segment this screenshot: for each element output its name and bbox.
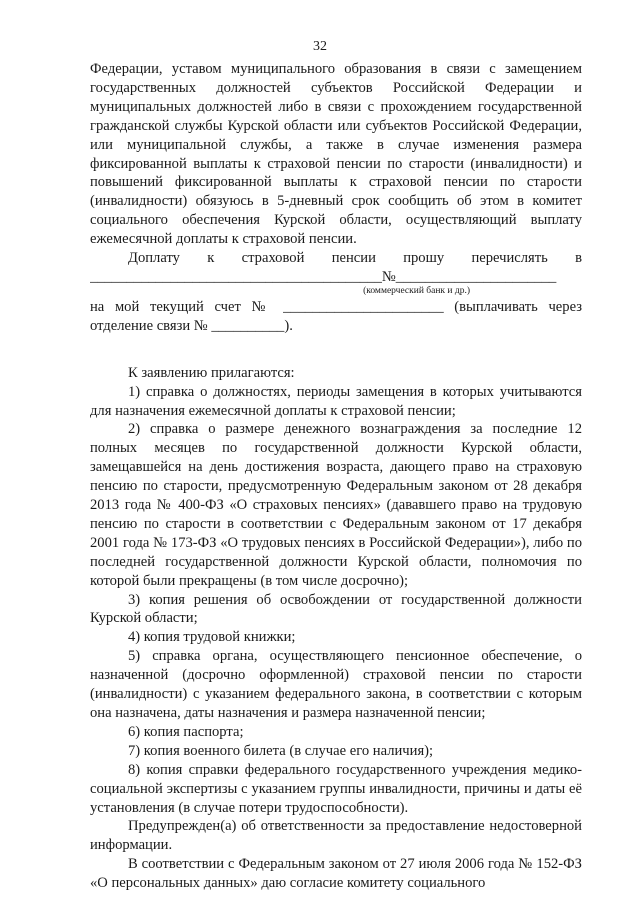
attachment-item-4: 4) копия трудовой книжки; — [128, 629, 296, 646]
account-line: на мой текущий счет № ______________________ (выплачивать через отделение связи № __________). — [90, 298, 582, 334]
bank-fill-line: ________________________________________№______________________ — [90, 268, 557, 285]
attachments-heading: К заявлению прилагаются: — [128, 364, 295, 381]
personal-data-consent: В соответствии с Федеральным законом от 27 июля 2006 года № 152-ФЗ «О персональных данных» даю согласие комитету социального — [90, 856, 582, 892]
attachment-item-1: 1) справка о должностях, периоды замещения в которых учитываются для назначения ежемесячной доплаты к страховой пенсии; — [90, 383, 582, 419]
document-body — [90, 60, 582, 893]
bank-caption: (коммерческий банк и др.) — [363, 285, 470, 296]
paragraph-intro: Федерации, уставом муниципального образования в связи с замещением государственных должностей субъектов Российской Федерации и муниципальных должностей либо в связи с прохождением государственной гражданской службы Курской области или субъектов Российской Федерации, или муниципальной службы, а также в случае изменения размера фиксированной выплаты к страховой пенсии по старости (инвалидности) и повышений фиксированной выплаты к страховой пенсии по старости (инвалидности) обязуюсь в 5-дневный срок сообщить об этом в комитет социального обеспечения Курской области, осуществляющий выплату ежемесячной доплаты к страховой пенсии. — [90, 61, 582, 248]
liability-warning: Предупрежден(а) об ответственности за предоставление недостоверной информации. — [90, 818, 582, 854]
attachment-item-2: 2) справка о размере денежного вознаграждения за последние 12 полных месяцев по государственной должности Курской области, замещавшейся на день достижения возраста, дающего право на страховую пенсию по старости, предусмотренную Федеральным законом от 28 декабря 2013 года № 400-ФЗ «О страховых пенсиях» (дававшего право на трудовую пенсию по старости в соответствии с Федеральным законом от 17 декабря 2001 года № 173-ФЗ «О трудовых пенсиях в Российской Федерации»), либо по последней государственной должности Курской области, полномочия по которой были прекращены (в том числе досрочно); — [90, 421, 582, 589]
transfer-request: Доплату к страховой пенсии прошу перечислять в — [128, 250, 582, 267]
attachment-item-6: 6) копия паспорта; — [128, 723, 244, 740]
attachment-item-3: 3) копия решения об освобождении от государственной должности Курской области; — [90, 591, 582, 627]
attachment-item-7: 7) копия военного билета (в случае его наличия); — [128, 742, 434, 759]
attachment-item-8: 8) копия справки федерального государственного учреждения медико-социальной экспертизы с указанием группы инвалидности, причины и даты её установления (в случае потери трудоспособности). — [90, 761, 582, 816]
attachment-item-5: 5) справка органа, осуществляющего пенсионное обеспечение, о назначенной (досрочно оформленной) страховой пенсии по старости (инвалидности) с указанием федерального закона, в соответствии с которым она назначена, даты назначения и размера назначенной пенсии; — [90, 648, 582, 721]
page-number: 32 — [313, 39, 327, 54]
